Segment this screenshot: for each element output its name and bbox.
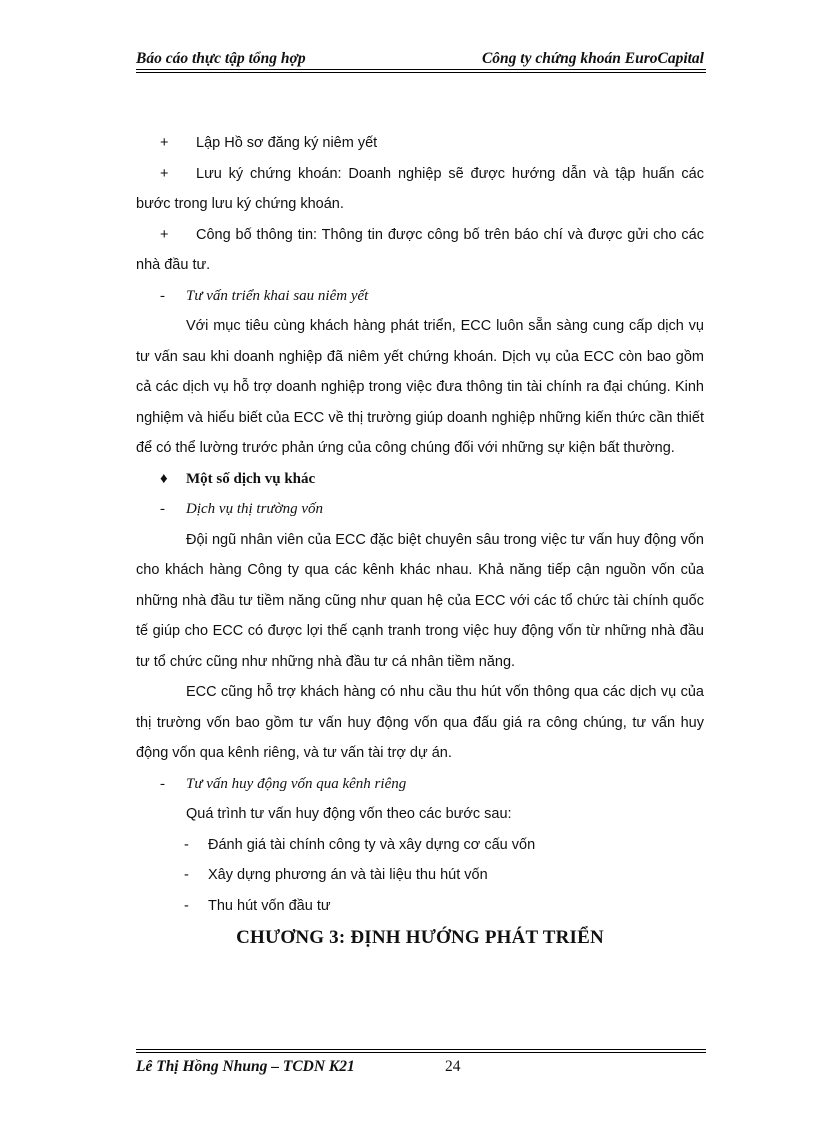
footer-rule-secondary	[136, 1052, 706, 1053]
paragraph-post-listing: Với mục tiêu cùng khách hàng phát triển, ECC luôn sẵn sàng cung cấp dịch vụ tư vấn sau khi doanh nghiệp đã niêm yết chứng khoán. Dịch vụ của ECC còn bao gồm cả các dịch vụ hỗ trợ doanh nghiệp trong việc đưa thông tin tài chính ra đại chúng. Kinh nghiệm và hiểu biết của ECC về thị trường giúp doanh nghiệp những kiến thức cần thiết để có thể lường trước phản ứng của công chúng đối với những sự kiện bất thường.	[136, 318, 704, 456]
page-number: 24	[445, 1058, 461, 1075]
page-footer	[136, 1056, 706, 1080]
section-heading-capital-market: - Dịch vụ thị trường vốn	[160, 501, 323, 517]
header-report-title: Báo cáo thực tập tổng hợp	[136, 50, 306, 67]
paragraph-process-intro: Quá trình tư vấn huy động vốn theo các bước sau:	[186, 806, 512, 822]
step-item: - Thu hút vốn đầu tư	[184, 897, 331, 914]
footer-rule	[136, 1049, 706, 1050]
section-heading-other-services: ♦ Một số dịch vụ khác	[136, 464, 704, 495]
plus-item-depository: + Lưu ký chứng khoán: Doanh nghiệp sẽ được hướng dẫn và tập huấn các bước trong lưu ký chứng khoán.	[136, 165, 704, 212]
plus-item-listing-dossier: + Lập Hồ sơ đăng ký niêm yết	[160, 135, 378, 151]
plus-item-disclosure: + Công bố thông tin: Thông tin được công bố trên báo chí và được gửi cho các nhà đầu tư.	[136, 226, 704, 273]
step-item: - Đánh giá tài chính công ty và xây dựng cơ cấu vốn	[184, 836, 536, 853]
header-rule-secondary	[136, 72, 706, 73]
paragraph-capital-services: ECC cũng hỗ trợ khách hàng có nhu cầu thu hút vốn thông qua các dịch vụ của thị trường vốn bao gồm tư vấn huy động vốn qua đấu giá ra công chúng, tư vấn huy động vốn qua kênh riêng, và tư vấn tài trợ dự án.	[136, 684, 704, 761]
paragraph-capital-market: Đội ngũ nhân viên của ECC đặc biệt chuyên sâu trong việc tư vấn huy động vốn cho khách hàng Công ty qua các kênh khác nhau. Khả năng tiếp cận nguồn vốn của những nhà đầu tư tiềm năng cũng như quan hệ của ECC với các tổ chức tài chính quốc tế giúp cho ECC có được lợi thế cạnh tranh trong việc huy động vốn từ những nhà đầu tư tổ chức cũng như những nhà đầu tư cá nhân tiềm năng.	[136, 531, 704, 670]
page-body	[136, 128, 704, 954]
footer-author: Lê Thị Hồng Nhung – TCDN K21	[136, 1058, 355, 1075]
diamond-bullet-icon: ♦	[160, 470, 168, 487]
section-heading-post-listing: - Tư vấn triển khai sau niêm yết	[160, 287, 369, 304]
header-company-name: Công ty chứng khoán EuroCapital	[481, 50, 704, 67]
header-rule	[136, 69, 706, 70]
section-heading-private-channel: - Tư vấn huy động vốn qua kênh riêng	[160, 775, 407, 792]
chapter-heading: CHƯƠNG 3: ĐỊNH HƯỚNG PHÁT TRIỂN	[236, 927, 604, 948]
step-item: - Xây dựng phương án và tài liệu thu hút vốn	[184, 867, 488, 883]
